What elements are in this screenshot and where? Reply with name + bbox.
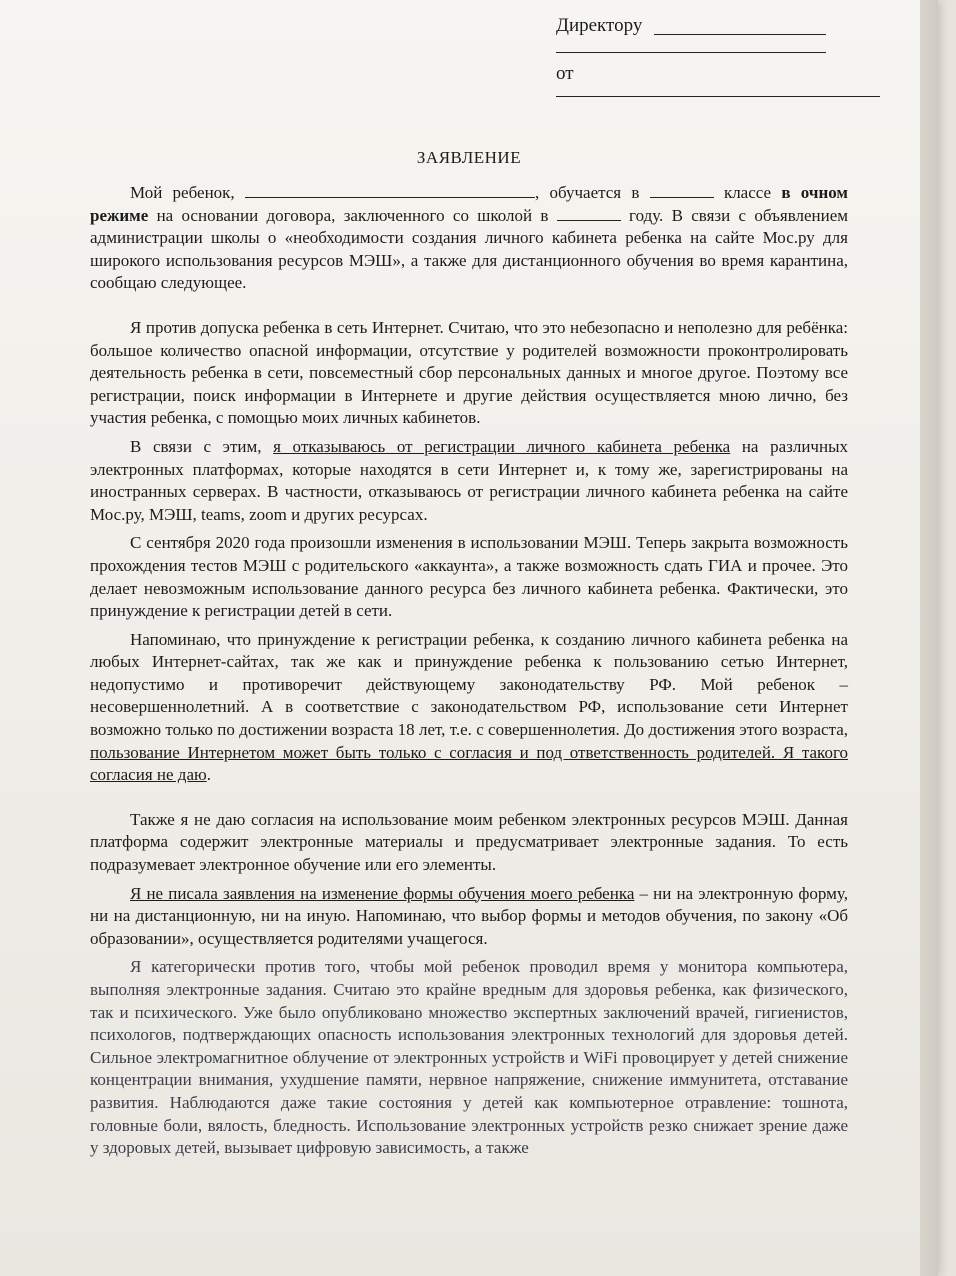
from-row <box>556 62 886 86</box>
paragraph-1-text-e: году. В связи с объявлением администрации школы о «необходимости создания личного кабинета ребенка на сайте Мос.ру для широкого использования ресурсов МЭШ», а также для дистанционного обучения во время карантина, сообщаю следующее. <box>90 205 849 293</box>
full-time-mode-text: в очном режиме <box>90 183 848 225</box>
from-blank-row <box>556 86 886 110</box>
statement-body <box>90 182 848 1160</box>
refusal-underlined-text: я отказываюсь от регистрации личного кабинета ребенка <box>273 436 731 456</box>
paragraph-1-text-d: на основании договора, заключенного со школой в <box>156 205 549 225</box>
year-blank <box>557 206 621 221</box>
director-label: Директору <box>556 15 643 36</box>
paragraph-1-text-b: , обучается в <box>534 183 640 202</box>
paragraph-3-rest: на различных электронных платформах, которые находятся в сети Интернет и, к тому же, зарегистрированы на иностранных серверах. В частности, отказываюсь от регистрации личного кабинета ребенка на сайте Мос.ру, МЭШ, teams, zoom и других ресурсах. <box>90 436 848 524</box>
no-application-underlined-text: Я не писала заявления на изменение формы обучения моего ребенка <box>130 883 635 903</box>
paragraph-8: Я категорически против того, чтобы мой ребенок проводил время у монитора компьютера, выполняя электронные задания. Считаю это крайне вредным для здоровья ребенка, как физического, так и психического. Уже было опубликовано множество экспертных заключений врачей, гигиенистов, психологов, подтверждающих опасность использования электронных технологий для здоровья детей. Сильное электромагнитное облучение от электронных устройств и WiFi провоцирует у детей снижение концентрации внимания, ухудшение памяти, нервное напряжение, снижение иммунитета, отставание развития. Наблюдаются даже такие состояния у детей как компьютерное отравление: тошнота, головные боли, вялость, бледность. Использование электронных устройств резко снижает зрение даже у здоровых детей, вызывает цифровую зависимость, а также <box>90 957 848 1158</box>
paragraph-4: С сентября 2020 года произошли изменения в использовании МЭШ. Теперь закрыта возможность прохождения тестов МЭШ с родительского «аккаунта», а также возможность сдать ГИА и прочее. Это делает невозможным использование данного ресурса без личного кабинета ребенка. Фактически, это принуждение к регистрации детей в сети. <box>90 533 848 621</box>
paragraph-5-end: . <box>206 765 211 785</box>
paragraph-1-text-c: классе <box>723 183 772 202</box>
paragraph-2: Я против допуска ребенка в сеть Интернет. Считаю, что это небезопасно и неполезно для ребёнка: большое количество опасной информации, отсутствие у родителей возможности проконтролировать деятельность ребенка в сети, повсеместный сбор персональных данных и многое другое. Поэтому все регистрации, поиск информации в Интернете и другие действия осуществляется мною лично, без участия ребенка, с помощью моих личных кабинетов. <box>90 317 848 428</box>
document-title: ЗАЯВЛЕНИЕ <box>416 148 522 167</box>
paragraph-3-lead: В связи с этим, <box>130 436 262 456</box>
director-name-blank-2 <box>556 52 826 53</box>
paragraph-5 <box>90 629 848 787</box>
from-label: от <box>556 63 574 84</box>
director-second-row <box>556 38 886 62</box>
paragraph-3 <box>90 436 848 526</box>
paragraph-1 <box>90 182 848 295</box>
director-name-blank <box>654 34 826 35</box>
addressee-block <box>556 14 886 110</box>
paragraph-1-text-a: Мой ребенок, <box>130 183 235 202</box>
paragraph-6: Также я не даю согласия на использование моим ребенком электронных ресурсов МЭШ. Данная платформа содержит электронные материалы и предусматривает электронные задания. То есть подразумевает электронное обучение или его элементы. <box>90 809 848 875</box>
page-edge-shadow <box>920 0 938 1276</box>
director-row <box>556 14 886 38</box>
child-name-blank <box>245 183 535 198</box>
consent-underlined-text: пользование Интернетом может быть только с согласия и под ответственность родителей. Я такого согласия не даю <box>90 742 848 785</box>
paragraph-7 <box>90 883 848 951</box>
class-blank <box>650 183 714 198</box>
paragraph-5-lead: Напоминаю, что принуждение к регистрации ребенка, к созданию личного кабинета ребенка на любых Интернет-сайтах, так же как и принуждение ребенка к пользованию сетью Интернет, недопустимо и противоречит действующему законодательству РФ. Мой ребенок – несовершеннолетний. А в соответствие с законодательством РФ, использование сети Интернет возможно только по достижении возраста 18 лет, т.е. с совершеннолетия. До достижения этого возраста, <box>90 629 848 740</box>
applicant-name-blank <box>556 96 880 97</box>
paragraph-7-rest: – ни на электронную форму, ни на дистанционную, ни на иную. Напоминаю, что выбор формы и методов обучения, по закону «Об образовании», осуществляется родителями учащегося. <box>90 883 848 948</box>
